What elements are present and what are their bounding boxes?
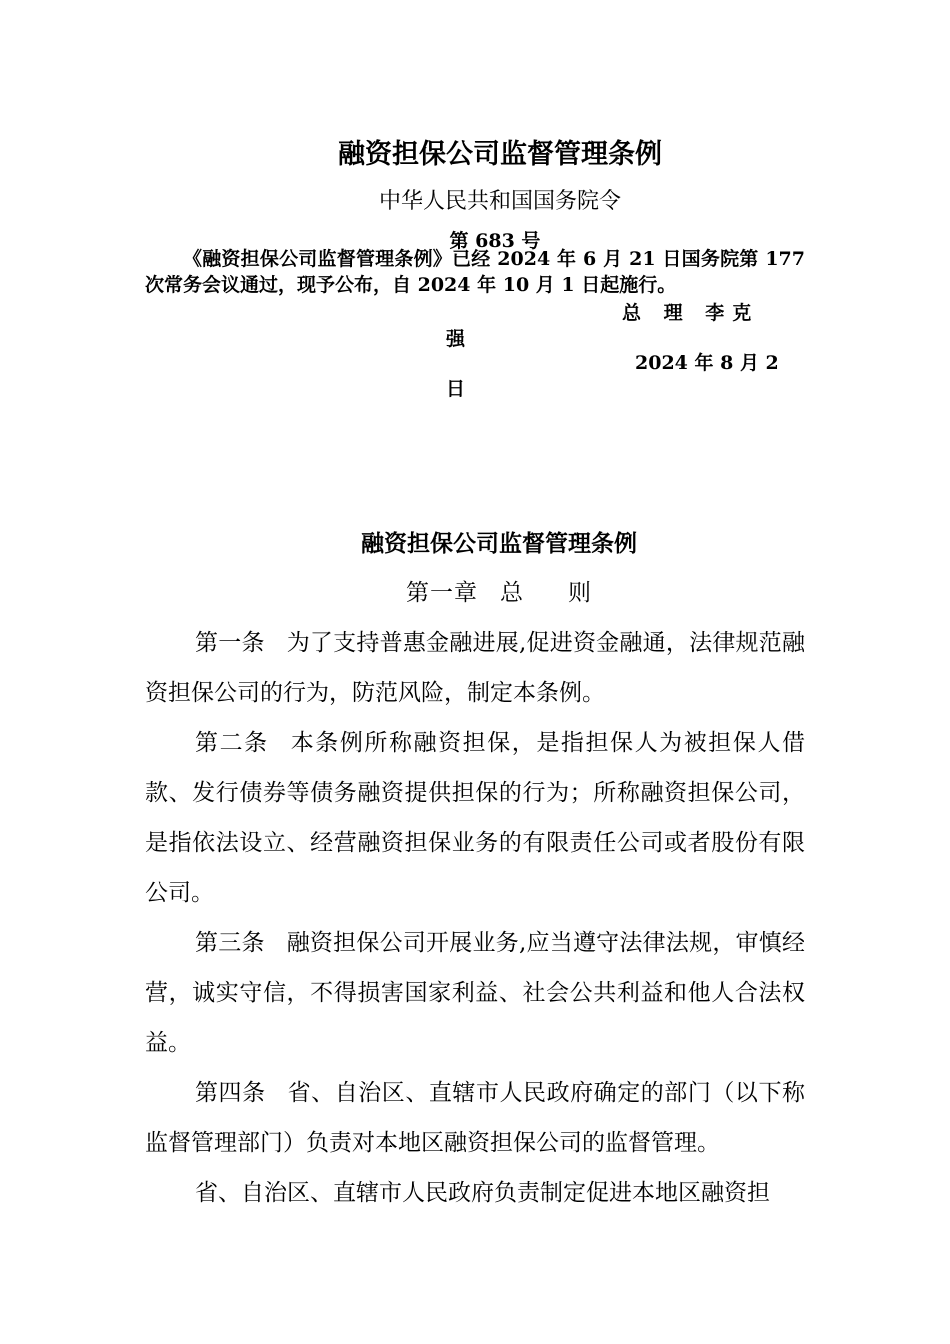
article-number: 第二条 — [195, 730, 269, 756]
chapter-number: 第一章 — [406, 580, 478, 606]
chapter-name-part-1: 总 — [500, 580, 524, 606]
decree-date-line-2: 日 — [446, 378, 466, 400]
article-2 — [145, 718, 805, 918]
signatory-line-2: 强 — [446, 328, 466, 350]
article-3 — [145, 918, 805, 1068]
decree-issuer: 中华人民共和国国务院令 — [378, 189, 621, 214]
decree-title: 融资担保公司监督管理条例 — [338, 139, 662, 170]
decree-number: 第 683 号 — [449, 230, 541, 252]
chapter-heading — [0, 574, 950, 607]
article-text: 省、自治区、直辖市人民政府确定的部门（以下称监督管理部门）负责对本地区融资担保公司的监督管理。 — [145, 1080, 805, 1156]
article-number: 第三条 — [195, 930, 265, 956]
article-1 — [145, 618, 805, 718]
decree-date-line-1: 2024 年 8 月 2 — [635, 352, 779, 374]
signatory-line-1: 总 理 李克 — [622, 302, 760, 324]
article-4-paragraph-2 — [145, 1168, 805, 1218]
article-text: 为了支持普惠金融进展,促进资金融通，法律规范融资担保公司的行为，防范风险，制定本条例。 — [145, 630, 806, 706]
article-text: 省、自治区、直辖市人民政府负责制定促进本地区融资担 — [195, 1180, 770, 1206]
regulation-title: 融资担保公司监督管理条例 — [361, 530, 637, 557]
decree-body: 《融资担保公司监督管理条例》已经 2024 年 6 月 21 日国务院第 177 次常务会议通过，现予公布，自 2024 年 10 月 1 日起施行。 — [145, 248, 805, 296]
article-number: 第一条 — [195, 630, 265, 656]
chapter-name-part-2: 则 — [568, 580, 592, 606]
article-text: 融资担保公司开展业务,应当遵守法律法规，审慎经营，诚实守信，不得损害国家利益、社会公共利益和他人合法权益。 — [145, 930, 806, 1056]
article-4 — [145, 1068, 805, 1168]
article-list — [145, 618, 805, 1218]
article-text: 本条例所称融资担保，是指担保人为被担保人借款、发行债券等债务融资提供担保的行为；所称融资担保公司，是指依法设立、经营融资担保业务的有限责任公司或者股份有限公司。 — [145, 730, 806, 906]
article-number: 第四条 — [195, 1080, 266, 1106]
